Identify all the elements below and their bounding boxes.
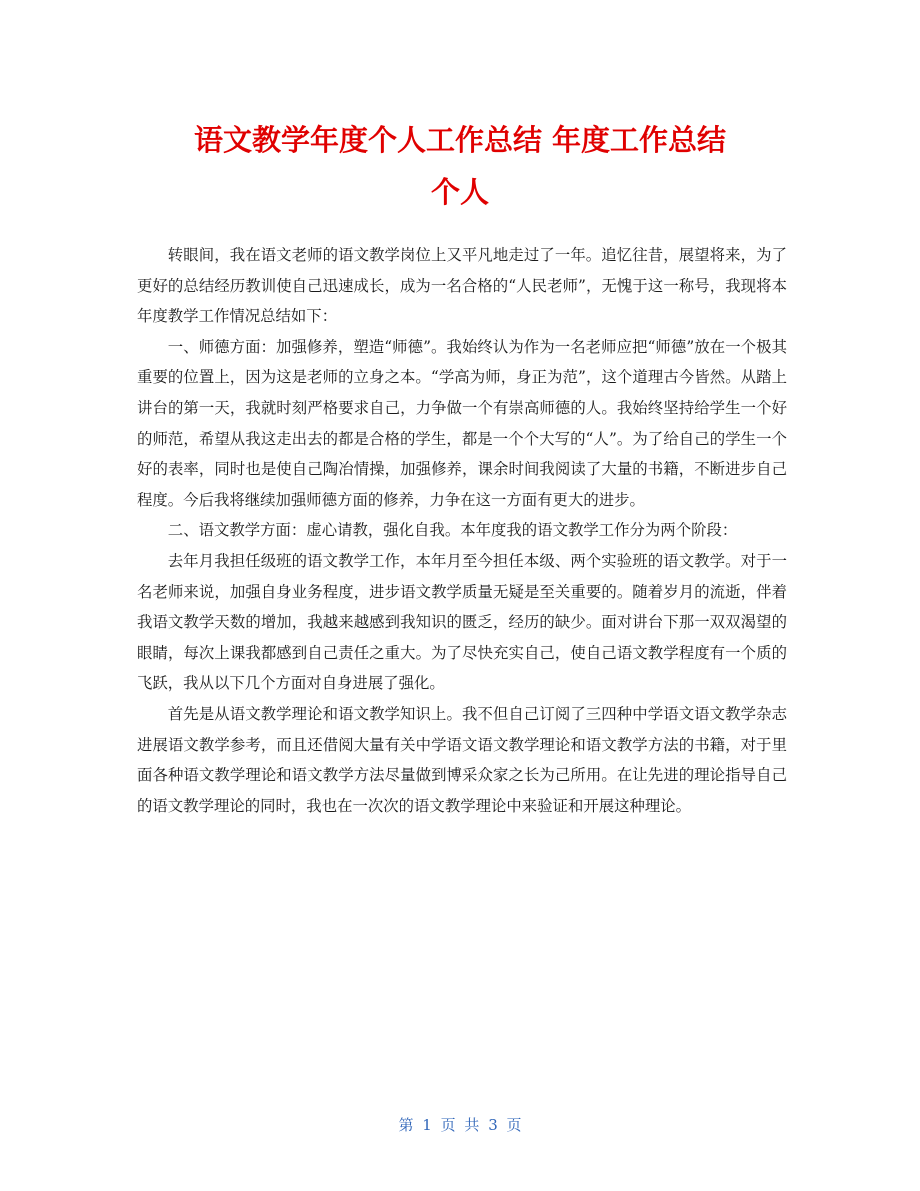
footer-page-prefix: 第 (398, 1116, 414, 1134)
paragraph-intro: 转眼间，我在语文老师的语文教学岗位上又平凡地走过了一年。追忆往昔，展望将来，为了更好的总结经历教训使自己迅速成长，成为一名合格的“人民老师”，无愧于这一称号，我现将本年度教学工作情况总结如下： (137, 246, 787, 326)
footer-page-current: 1 (422, 1116, 432, 1134)
footer-page-total: 3 (488, 1116, 498, 1134)
footer-page-suffix: 页 (506, 1116, 522, 1134)
document-title-line-2: 个人 (430, 175, 489, 209)
paragraph-theory: 首先是从语文教学理论和语文教学知识上。我不但自己订阅了三四种中学语文语文教学杂志进展语文教学参考，而且还借阅大量有关中学语文语文教学理论和语文教学方法的书籍，对于里面各种语文教学理论和语文教学方法尽量做到博采众家之长为己所用。在让先进的理论指导自己的语文教学理论的同时，我也在一次次的语文教学理论中来验证和开展这种理论。 (137, 704, 787, 815)
paragraph-teaching: 二、语文教学方面：虚心请教，强化自我。本年度我的语文教学工作分为两个阶段： (167, 521, 738, 540)
paragraph-ethics: 一、师德方面：加强修养，塑造“师德”。我始终认为作为一名老师应把“师德”放在一个极其重要的位置上，因为这是老师的立身之本。“学高为师，身正为范”，这个道理古今皆然。从踏上讲台的第一天，我就时刻严格要求自己，力争做一个有崇高师德的人。我始终坚持给学生一个好的师范，希望从我这走出去的都是合格的学生，都是一个个大写的“人”。为了给自己的学生一个好的表率，同时也是使自己陶冶情操，加强修养，课余时间我阅读了大量的书籍，不断进步自己程度。今后我将继续加强师德方面的修养，力争在这一方面有更大的进步。 (137, 337, 787, 509)
paragraph-assignment: 去年月我担任级班的语文教学工作，本年月至今担任本级、两个实验班的语文教学。对于一名老师来说，加强自身业务程度，进步语文教学质量无疑是至关重要的。随着岁月的流逝，伴着我语文教学天数的增加，我越来越感到我知识的匮乏，经历的缺少。面对讲台下那一双双渴望的眼睛，每次上课我都感到自己责任之重大。为了尽快充实自己，使自己语文教学程度有一个质的飞跃，我从以下几个方面对自身进展了强化。 (137, 551, 787, 693)
document-title-line-1: 语文教学年度个人工作总结 年度工作总结 (193, 123, 727, 157)
page-footer (0, 1114, 920, 1136)
footer-page-mid: 页 (440, 1116, 456, 1134)
footer-total-prefix: 共 (464, 1116, 480, 1134)
document-body (137, 240, 787, 821)
